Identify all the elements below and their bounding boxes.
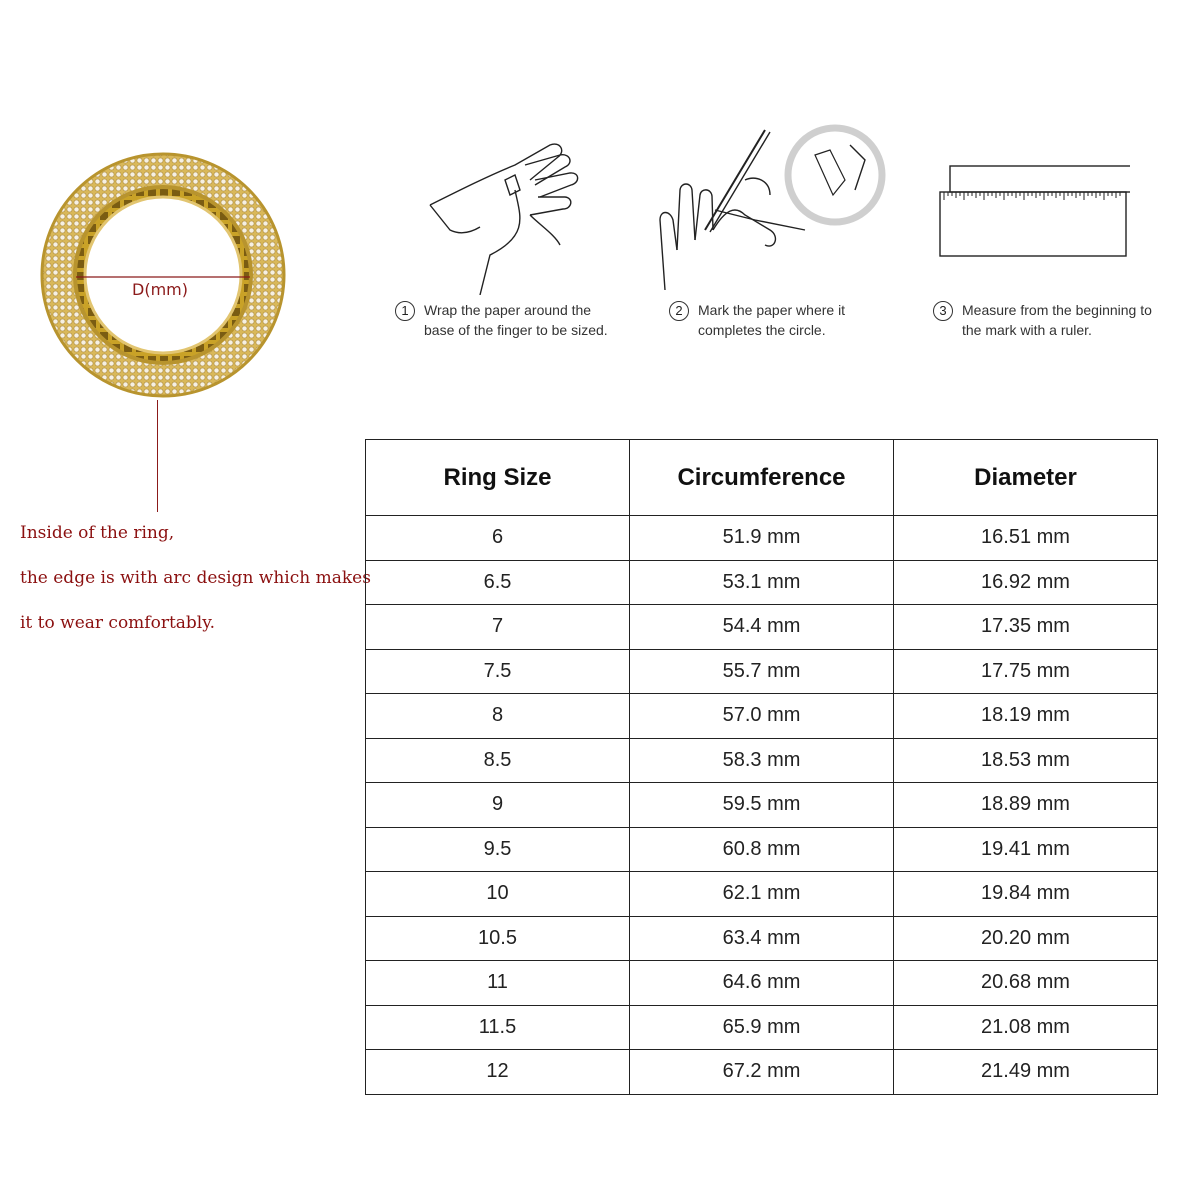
cell-size: 9.5: [366, 827, 630, 872]
cell-diameter: 17.35 mm: [894, 605, 1158, 650]
step-text: Wrap the paper around the base of the finger to be sized.: [424, 302, 608, 338]
note-line: it to wear comfortably.: [20, 613, 215, 633]
cell-circumference: 64.6 mm: [630, 961, 894, 1006]
ring-size-table: [365, 439, 1158, 1095]
table-row: [366, 916, 1158, 961]
pointer-line: [157, 400, 158, 512]
cell-circumference: 63.4 mm: [630, 916, 894, 961]
cell-size: 12: [366, 1050, 630, 1095]
table-row: [366, 961, 1158, 1006]
cell-circumference: 53.1 mm: [630, 560, 894, 605]
step-3: [933, 300, 1152, 340]
diameter-label: D(mm): [132, 280, 188, 299]
table-header-row: [366, 440, 1158, 516]
cell-circumference: 57.0 mm: [630, 694, 894, 739]
cell-circumference: 65.9 mm: [630, 1005, 894, 1050]
cell-diameter: 16.51 mm: [894, 516, 1158, 561]
step-2: [669, 300, 845, 340]
cell-size: 10.5: [366, 916, 630, 961]
cell-circumference: 51.9 mm: [630, 516, 894, 561]
cell-diameter: 19.84 mm: [894, 872, 1158, 917]
cell-circumference: 62.1 mm: [630, 872, 894, 917]
cell-size: 7.5: [366, 649, 630, 694]
step-text: Measure from the beginning to the mark with a ruler.: [962, 302, 1152, 338]
cell-diameter: 18.89 mm: [894, 783, 1158, 828]
cell-size: 11.5: [366, 1005, 630, 1050]
table-row: [366, 738, 1158, 783]
table-row: [366, 1050, 1158, 1095]
table-row: [366, 605, 1158, 650]
cell-size: 8.5: [366, 738, 630, 783]
note-line: Inside of the ring,: [20, 523, 175, 543]
step-text: Mark the paper where it completes the circle.: [698, 302, 846, 338]
note-line: the edge is with arc design which makes: [20, 568, 371, 588]
table-row: [366, 560, 1158, 605]
cell-circumference: 55.7 mm: [630, 649, 894, 694]
cell-diameter: 21.08 mm: [894, 1005, 1158, 1050]
cell-diameter: 20.68 mm: [894, 961, 1158, 1006]
ring-note: [20, 520, 371, 655]
cell-diameter: 16.92 mm: [894, 560, 1158, 605]
pen-mark-icon: [655, 120, 890, 295]
cell-size: 7: [366, 605, 630, 650]
table-row: [366, 783, 1158, 828]
cell-size: 11: [366, 961, 630, 1006]
cell-diameter: 18.53 mm: [894, 738, 1158, 783]
cell-circumference: 54.4 mm: [630, 605, 894, 650]
table-row: [366, 1005, 1158, 1050]
cell-circumference: 58.3 mm: [630, 738, 894, 783]
cell-diameter: 19.41 mm: [894, 827, 1158, 872]
cell-size: 6.5: [366, 560, 630, 605]
cell-size: 6: [366, 516, 630, 561]
header-diameter: Diameter: [894, 440, 1158, 516]
cell-size: 8: [366, 694, 630, 739]
cell-diameter: 18.19 mm: [894, 694, 1158, 739]
header-ring-size: Ring Size: [366, 440, 630, 516]
step-number: 2: [669, 301, 689, 321]
ruler-icon: [938, 163, 1130, 266]
step-number: 1: [395, 301, 415, 321]
cell-size: 10: [366, 872, 630, 917]
table-row: [366, 872, 1158, 917]
cell-diameter: 20.20 mm: [894, 916, 1158, 961]
table-row: [366, 827, 1158, 872]
cell-size: 9: [366, 783, 630, 828]
cell-diameter: 17.75 mm: [894, 649, 1158, 694]
header-circumference: Circumference: [630, 440, 894, 516]
cell-diameter: 21.49 mm: [894, 1050, 1158, 1095]
step-number: 3: [933, 301, 953, 321]
cell-circumference: 60.8 mm: [630, 827, 894, 872]
step-1: [395, 300, 608, 340]
cell-circumference: 59.5 mm: [630, 783, 894, 828]
ring-image: [38, 150, 288, 400]
hand-wrap-icon: [420, 135, 590, 300]
table-row: [366, 649, 1158, 694]
table-row: [366, 694, 1158, 739]
cell-circumference: 67.2 mm: [630, 1050, 894, 1095]
table-row: [366, 516, 1158, 561]
